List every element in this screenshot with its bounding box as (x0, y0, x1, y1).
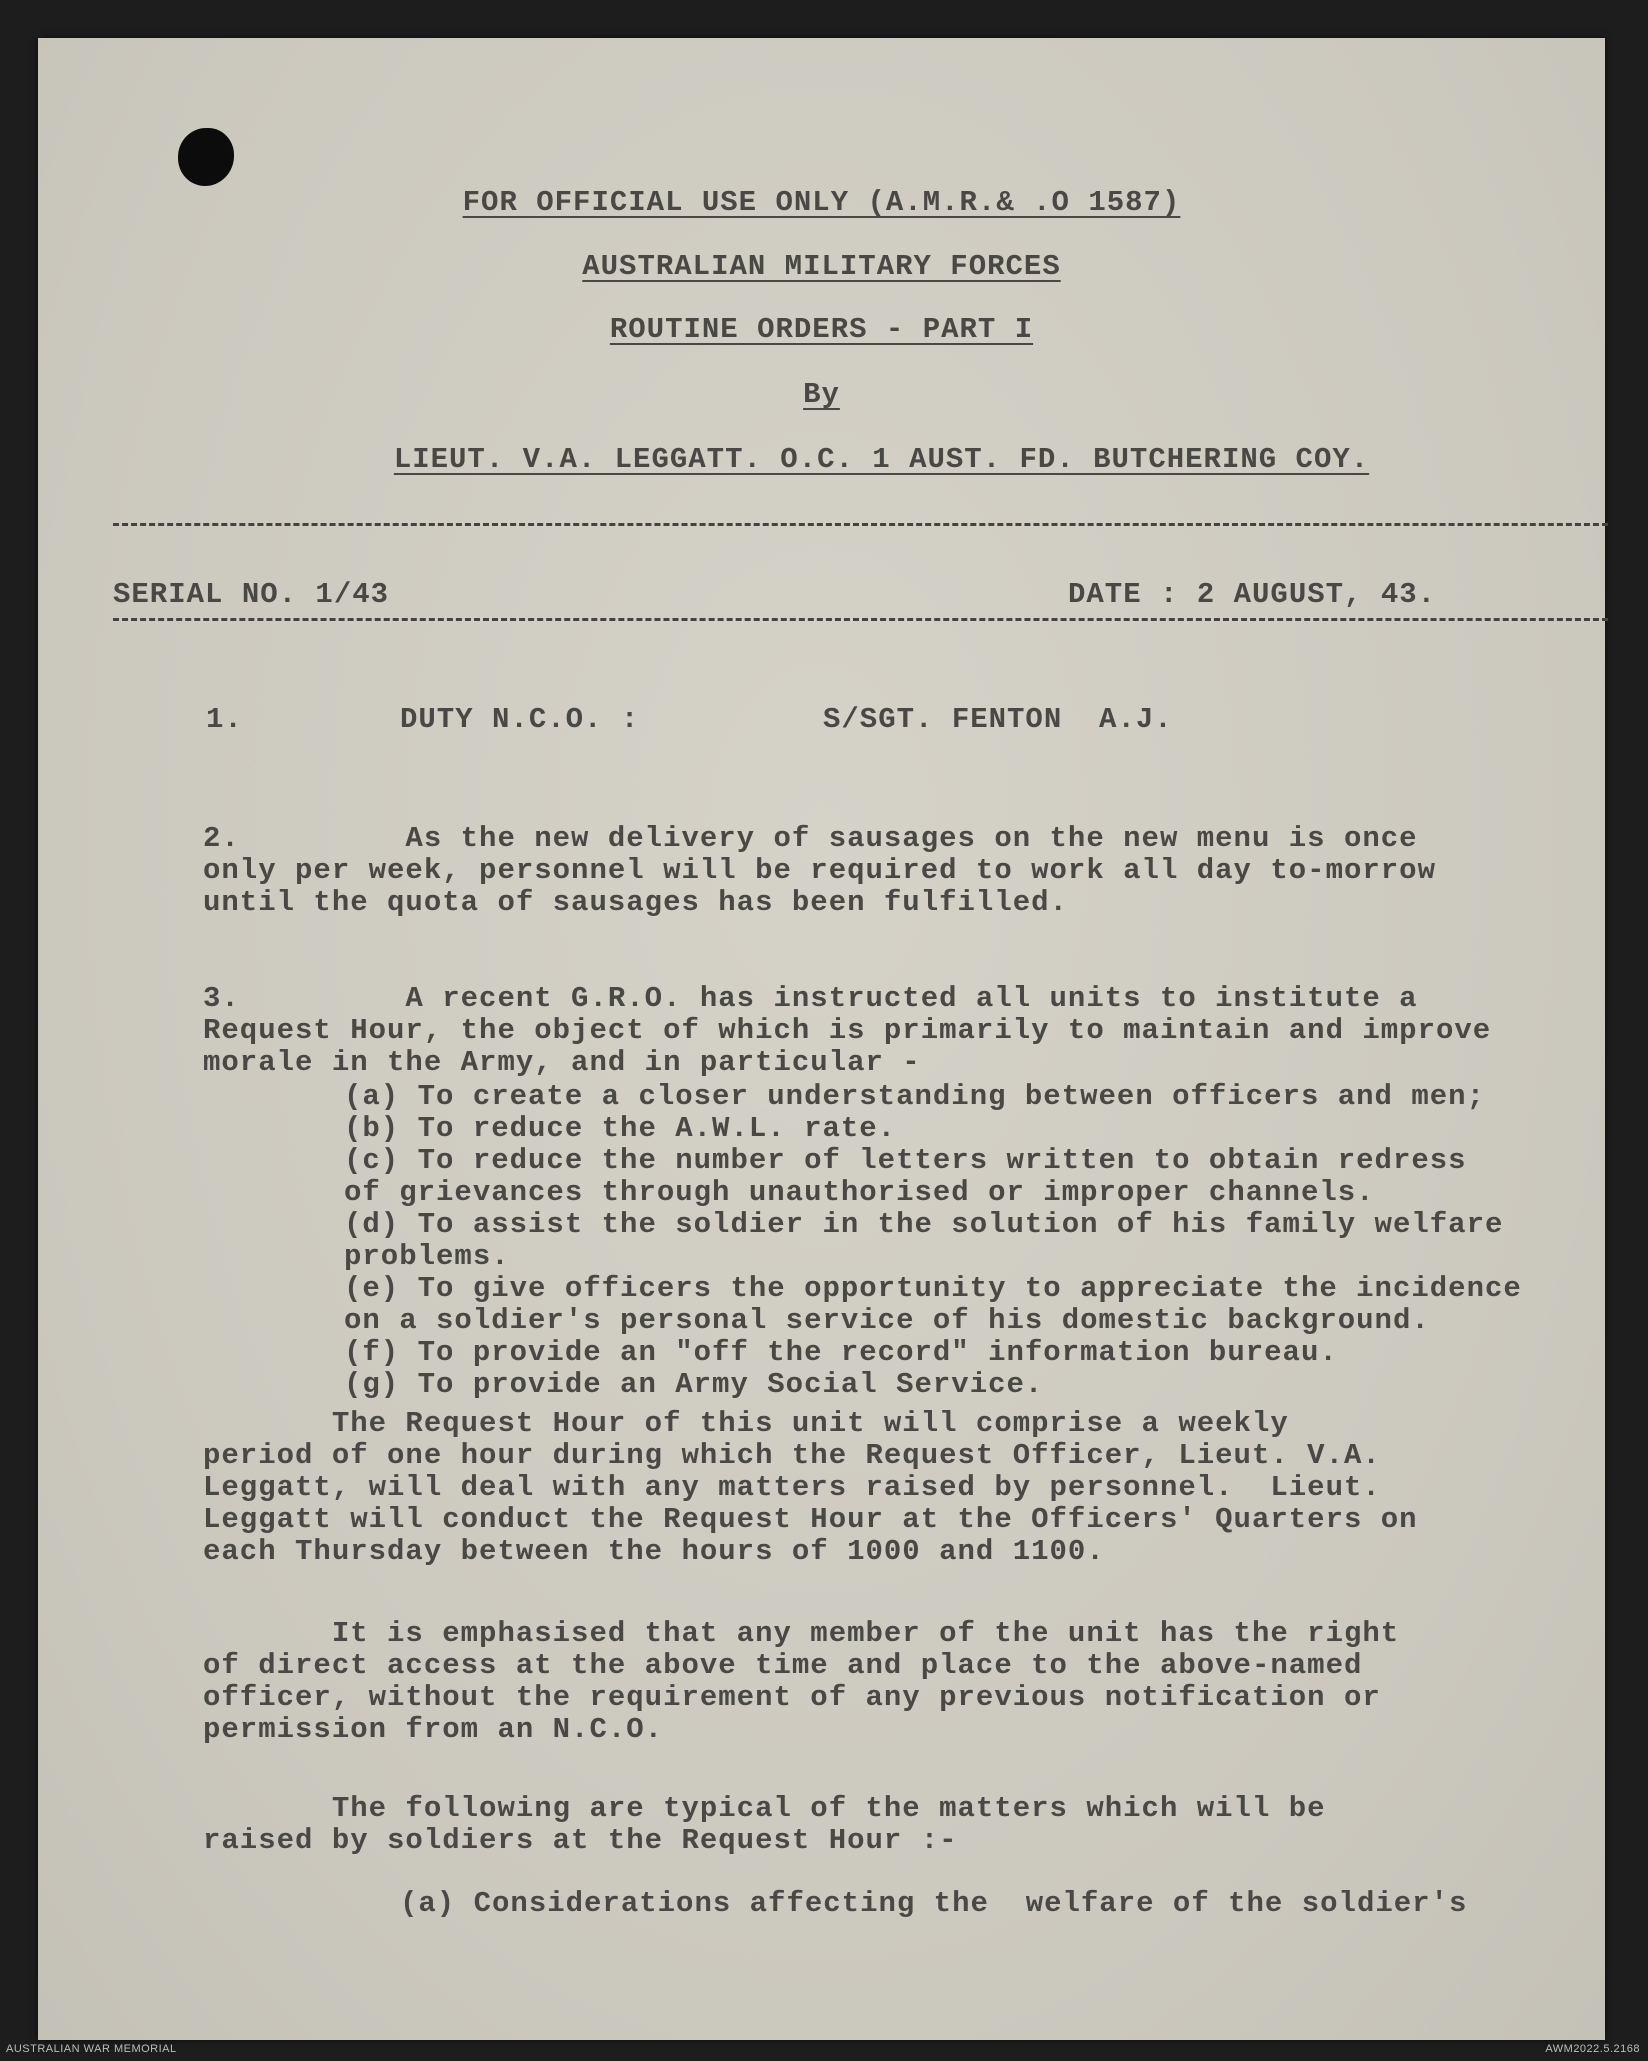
item1-number: 1. (206, 703, 243, 736)
header-restriction: FOR OFFICIAL USE ONLY (A.M.R.& .O 1587) (462, 186, 1181, 219)
header-forces: AUSTRALIAN MILITARY FORCES (582, 250, 1061, 283)
rule-bottom (113, 618, 1608, 624)
item3-paragraph-matters: The following are typical of the matters which will be raised by soldiers at the Request Hour :- (203, 1792, 1326, 1857)
header-routine-orders: ROUTINE ORDERS - PART I (609, 313, 1034, 346)
item1-value: S/SGT. FENTON A.J. (823, 703, 1173, 736)
item1-label: DUTY N.C.O. : (400, 703, 640, 736)
footer-accession: AWM2022.5.2168 (1545, 2043, 1640, 2055)
document-page (38, 38, 1605, 2040)
item3-paragraph-request-hour: The Request Hour of this unit will comprise a weekly period of one hour during which the Request Officer, Lieut. V.A. Leggatt, will deal with any matters raised by personnel. Lieut. Leggatt will conduct the Request Hour at the Officers' Quarters on each Thursday between the hours of 1000 and 1100. (203, 1407, 1418, 1568)
item2-paragraph: 2. As the new delivery of sausages on the new menu is once only per week, personnel will be required to work all day to-morrow until the quota of sausages has been fulfilled. (203, 822, 1436, 919)
serial-number: SERIAL NO. 1/43 (113, 578, 390, 611)
footer-institution: AUSTRALIAN WAR MEMORIAL (6, 2043, 177, 2055)
item3-paragraph-access: It is emphasised that any member of the unit has the right of direct access at the above time and place to the above-named officer, without the requirement of any previous notification or permission from an N.C.O. (203, 1617, 1400, 1746)
order-date: DATE : 2 AUGUST, 43. (1068, 578, 1437, 611)
item3-paragraph-considerations: (a) Considerations affecting the welfare of the soldier's (400, 1887, 1468, 1920)
punch-hole-mark (178, 128, 234, 186)
header-issuer: LIEUT. V.A. LEGGATT. O.C. 1 AUST. FD. BUTCHERING COY. (393, 443, 1370, 476)
header-by: By (803, 378, 840, 411)
rule-top (113, 523, 1608, 529)
item3-intro: 3. A recent G.R.O. has instructed all units to institute a Request Hour, the object of which is primarily to maintain and improve morale in the Army, and in particular - (203, 982, 1492, 1079)
item3-objectives-list: (a) To create a closer understanding between officers and men; (b) To reduce the A.W.L. rate. (c) To reduce the number of letters written to obtain redress of grievances through unauthorised or improper channels. (d) To assist the soldier in the solution of his family welfare problems. (e) To give officers the opportunity to appreciate the incidence on a soldier's personal service of his domestic background. (f) To provide an "off the record" information bureau. (g) To provide an Army Social Service. (344, 1080, 1522, 1401)
